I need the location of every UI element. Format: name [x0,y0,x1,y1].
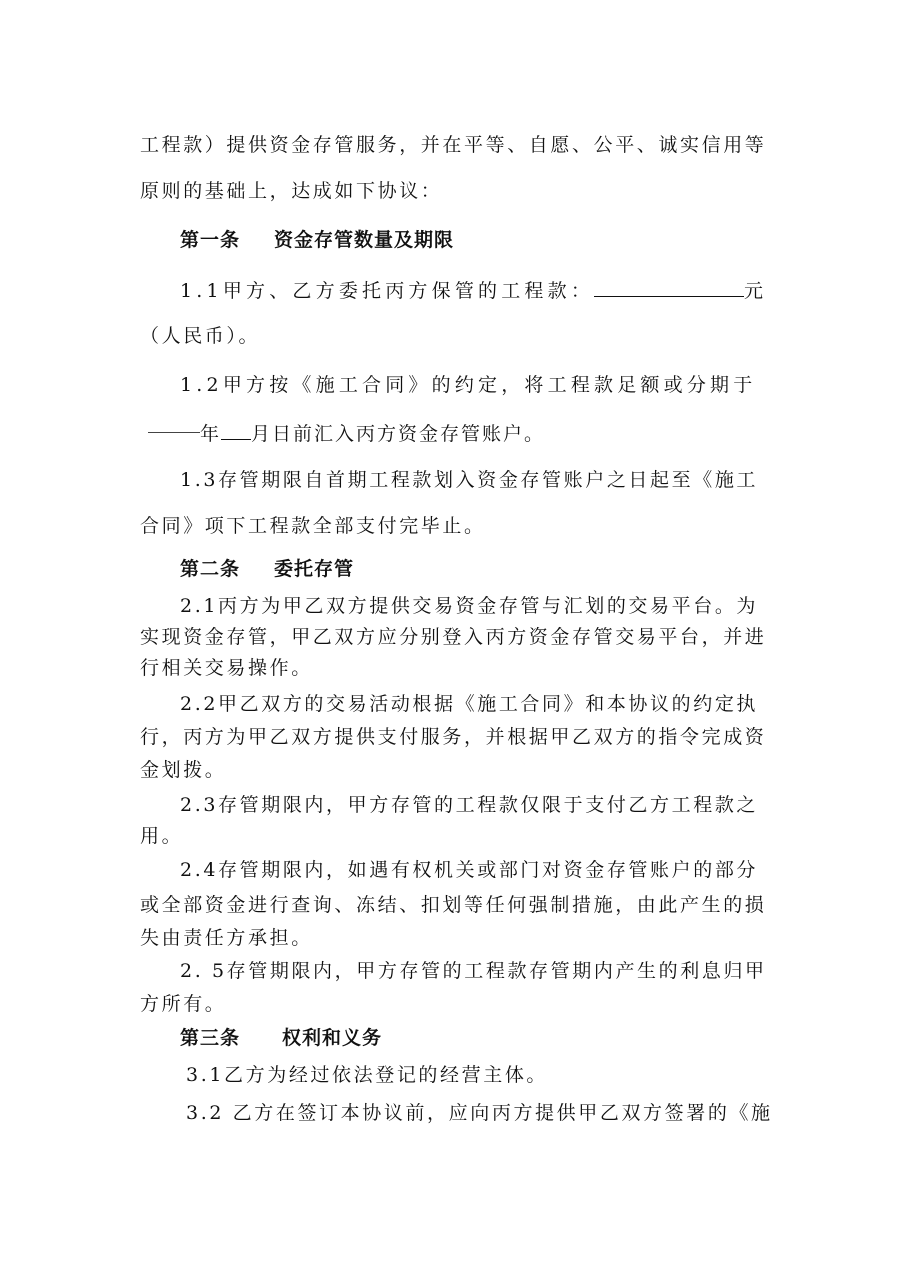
article-1-title: 资金存管数量及期限 [274,229,455,251]
clause-2-4-line-2: 或全部资金进行查询、冻结、扣划等任何强制措施，由此产生的损 [140,894,767,916]
clause-3-1: 3.1乙方为经过依法登记的经营主体。 [186,1064,549,1086]
clause-2-4-line-3: 失由责任方承担。 [140,927,313,949]
clause-2-2-line-1: 2.2甲乙双方的交易活动根据《施工合同》和本协议的约定执 [180,693,759,715]
clause-1-3-line-1: 1.3存管期限自首期工程款划入资金存管账户之日起至《施工 [180,469,759,491]
clause-2-3-line-2: 用。 [140,825,184,847]
article-2-number: 第二条 [180,558,241,580]
article-2-title: 委托存管 [274,558,355,580]
clause-2-3-line-1: 2.3存管期限内，甲方存管的工程款仅限于支付乙方工程款之 [180,794,759,816]
clause-1-2-line-2 [148,421,545,446]
clause-3-2-line-1: 3.2 乙方在签订本协议前，应向丙方提供甲乙双方签署的《施 [186,1102,773,1124]
clause-1-1-text: 1.1甲方、乙方委托丙方保管的工程款： [180,280,595,302]
clause-1-2-text: 月日前汇入丙方资金存管账户。 [251,423,546,445]
article-3-title: 权利和义务 [282,1027,383,1049]
clause-1-1-line-2: （人民币）。 [140,325,261,347]
intro-line-1: 工程款）提供资金存管服务，并在平等、自愿、公平、诚实信用等 [140,134,767,156]
clause-2-2-line-3: 金划拨。 [140,759,227,781]
clause-1-3-line-2: 合同》项下工程款全部支付完毕止。 [140,515,486,537]
clause-2-2-line-2: 行，丙方为甲乙双方提供支付服务，并根据甲乙双方的指令完成资 [140,726,767,748]
article-2-heading [180,557,354,581]
clause-2-1-line-1: 2.1丙方为甲乙双方提供交易资金存管与汇划的交易平台。为 [180,595,759,617]
article-1-heading [180,228,454,252]
clause-1-2-year: 年 [200,423,222,445]
article-3-number: 第三条 [180,1027,241,1049]
article-3-heading [180,1026,382,1050]
month-blank [221,421,251,440]
amount-blank [594,278,744,297]
clause-1-1-unit: 元 [744,280,768,302]
clause-2-1-line-3: 行相关交易操作。 [140,657,313,679]
year-blank [148,431,200,433]
article-1-number: 第一条 [180,229,241,251]
clause-2-1-line-2: 实现资金存管，甲乙双方应分别登入丙方资金存管交易平台，并进 [140,626,767,648]
clause-1-2-line-1: 1.2甲方按《施工合同》的约定，将工程款足额或分期于 [180,374,757,396]
intro-line-2: 原则的基础上，达成如下协议： [140,180,443,202]
clause-2-5-line-2: 方所有。 [140,993,227,1015]
clause-2-4-line-1: 2.4存管期限内，如遇有权机关或部门对资金存管账户的部分 [180,859,759,881]
clause-2-5-line-1: 2. 5存管期限内，甲方存管的工程款存管期内产生的利息归甲 [180,960,767,982]
clause-1-1-line-1 [180,278,767,303]
